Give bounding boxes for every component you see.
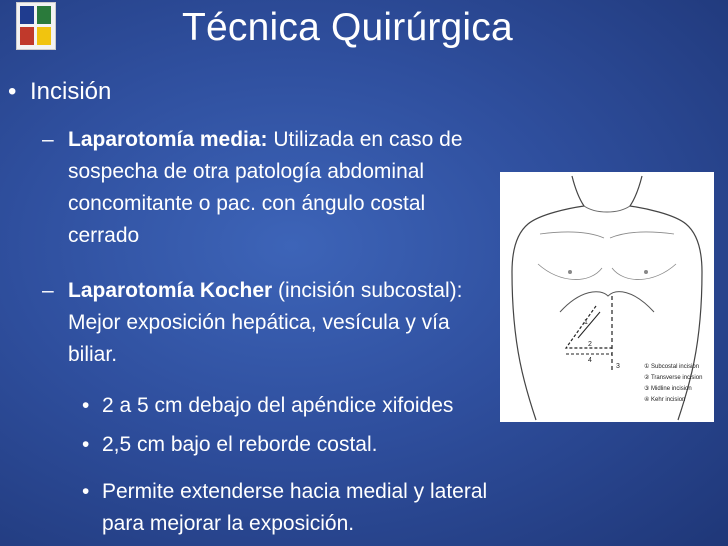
slide: Técnica Quirúrgica • Incisión – Laparotomía media: Utilizada en caso de sospecha de otra patología abdominal concomitante o pac. con ángulo costal cerrado – Laparotomía Kocher (incisión subcostal): Mejor exposición hepática, vesícula y vía biliar. • 2 a 5 cm debajo del apéndice xifoides • 2,5 cm bajo el reborde costal. • Permite extenderse hacia medial y lateral para mejorar la exposición. 1 2 3 4 ① Subcostal incision ② Transverse incision ③ Midline incision ④ Kehr incision xyxy=(0,0,728,546)
incision-label-1: 1 xyxy=(584,319,588,326)
incision-label-2: 2 xyxy=(588,341,592,348)
slide-title: Técnica Quirúrgica xyxy=(182,6,513,49)
bullet-dot-icon: • xyxy=(82,433,90,456)
sub-item-kocher-heading: Laparotomía Kocher xyxy=(68,279,273,302)
bullet-dot-icon: • xyxy=(82,394,90,417)
sub-item-midline-text: Utilizada en caso de sospecha de otra patología abdominal concomitante o pac. con ángulo costal cerrado xyxy=(68,128,463,247)
main-bullet-text: Incisión xyxy=(30,78,112,105)
dash-icon: – xyxy=(42,279,54,302)
legend-item: ④ Kehr incision xyxy=(644,397,686,403)
torso-incision-illustration xyxy=(500,172,714,422)
legend-item: ③ Midline incision xyxy=(644,386,692,392)
figure-legend xyxy=(644,362,702,406)
university-logo xyxy=(16,2,56,50)
legend-item: ② Transverse incision xyxy=(644,375,703,381)
bullet-dot-icon: • xyxy=(82,480,90,503)
sub-item-midline-heading: Laparotomía media: xyxy=(68,128,268,151)
main-bullet xyxy=(8,78,111,106)
bullet-dot-icon: • xyxy=(8,78,17,105)
incision-label-3: 3 xyxy=(616,363,620,370)
incision-label-4: 4 xyxy=(588,357,592,364)
legend-item: ① Subcostal incision xyxy=(644,364,700,370)
dash-icon: – xyxy=(42,128,54,151)
sub-item-kocher-text: (incisión subcostal): Mejor exposición hepática, vesícula y vía biliar. xyxy=(68,279,463,366)
